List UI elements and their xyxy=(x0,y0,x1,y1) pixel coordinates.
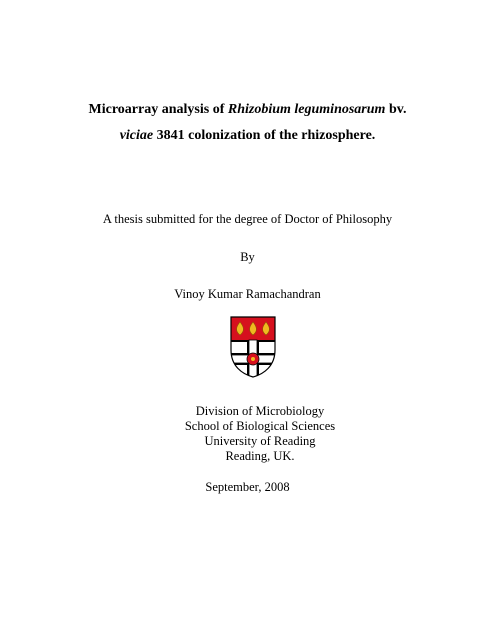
author-name: Vinoy Kumar Ramachandran xyxy=(174,287,321,301)
place-line: Reading, UK. xyxy=(225,449,295,463)
division-line: Division of Microbiology xyxy=(195,404,325,418)
affiliation-block xyxy=(100,404,420,464)
university-line: University of Reading xyxy=(204,434,316,448)
by-label: By xyxy=(240,250,255,264)
degree-statement: A thesis submitted for the degree of Doctor of Philosophy xyxy=(102,212,393,226)
thesis-title xyxy=(40,97,455,149)
title-line-1: Microarray analysis of Rhizobium leguminosarum bv. xyxy=(88,102,407,117)
submission-date: September, 2008 xyxy=(205,480,290,494)
school-line: School of Biological Sciences xyxy=(184,419,336,433)
title-line-2: viciae 3841 colonization of the rhizosphere. xyxy=(119,128,376,143)
university-of-reading-crest-icon xyxy=(230,316,276,378)
